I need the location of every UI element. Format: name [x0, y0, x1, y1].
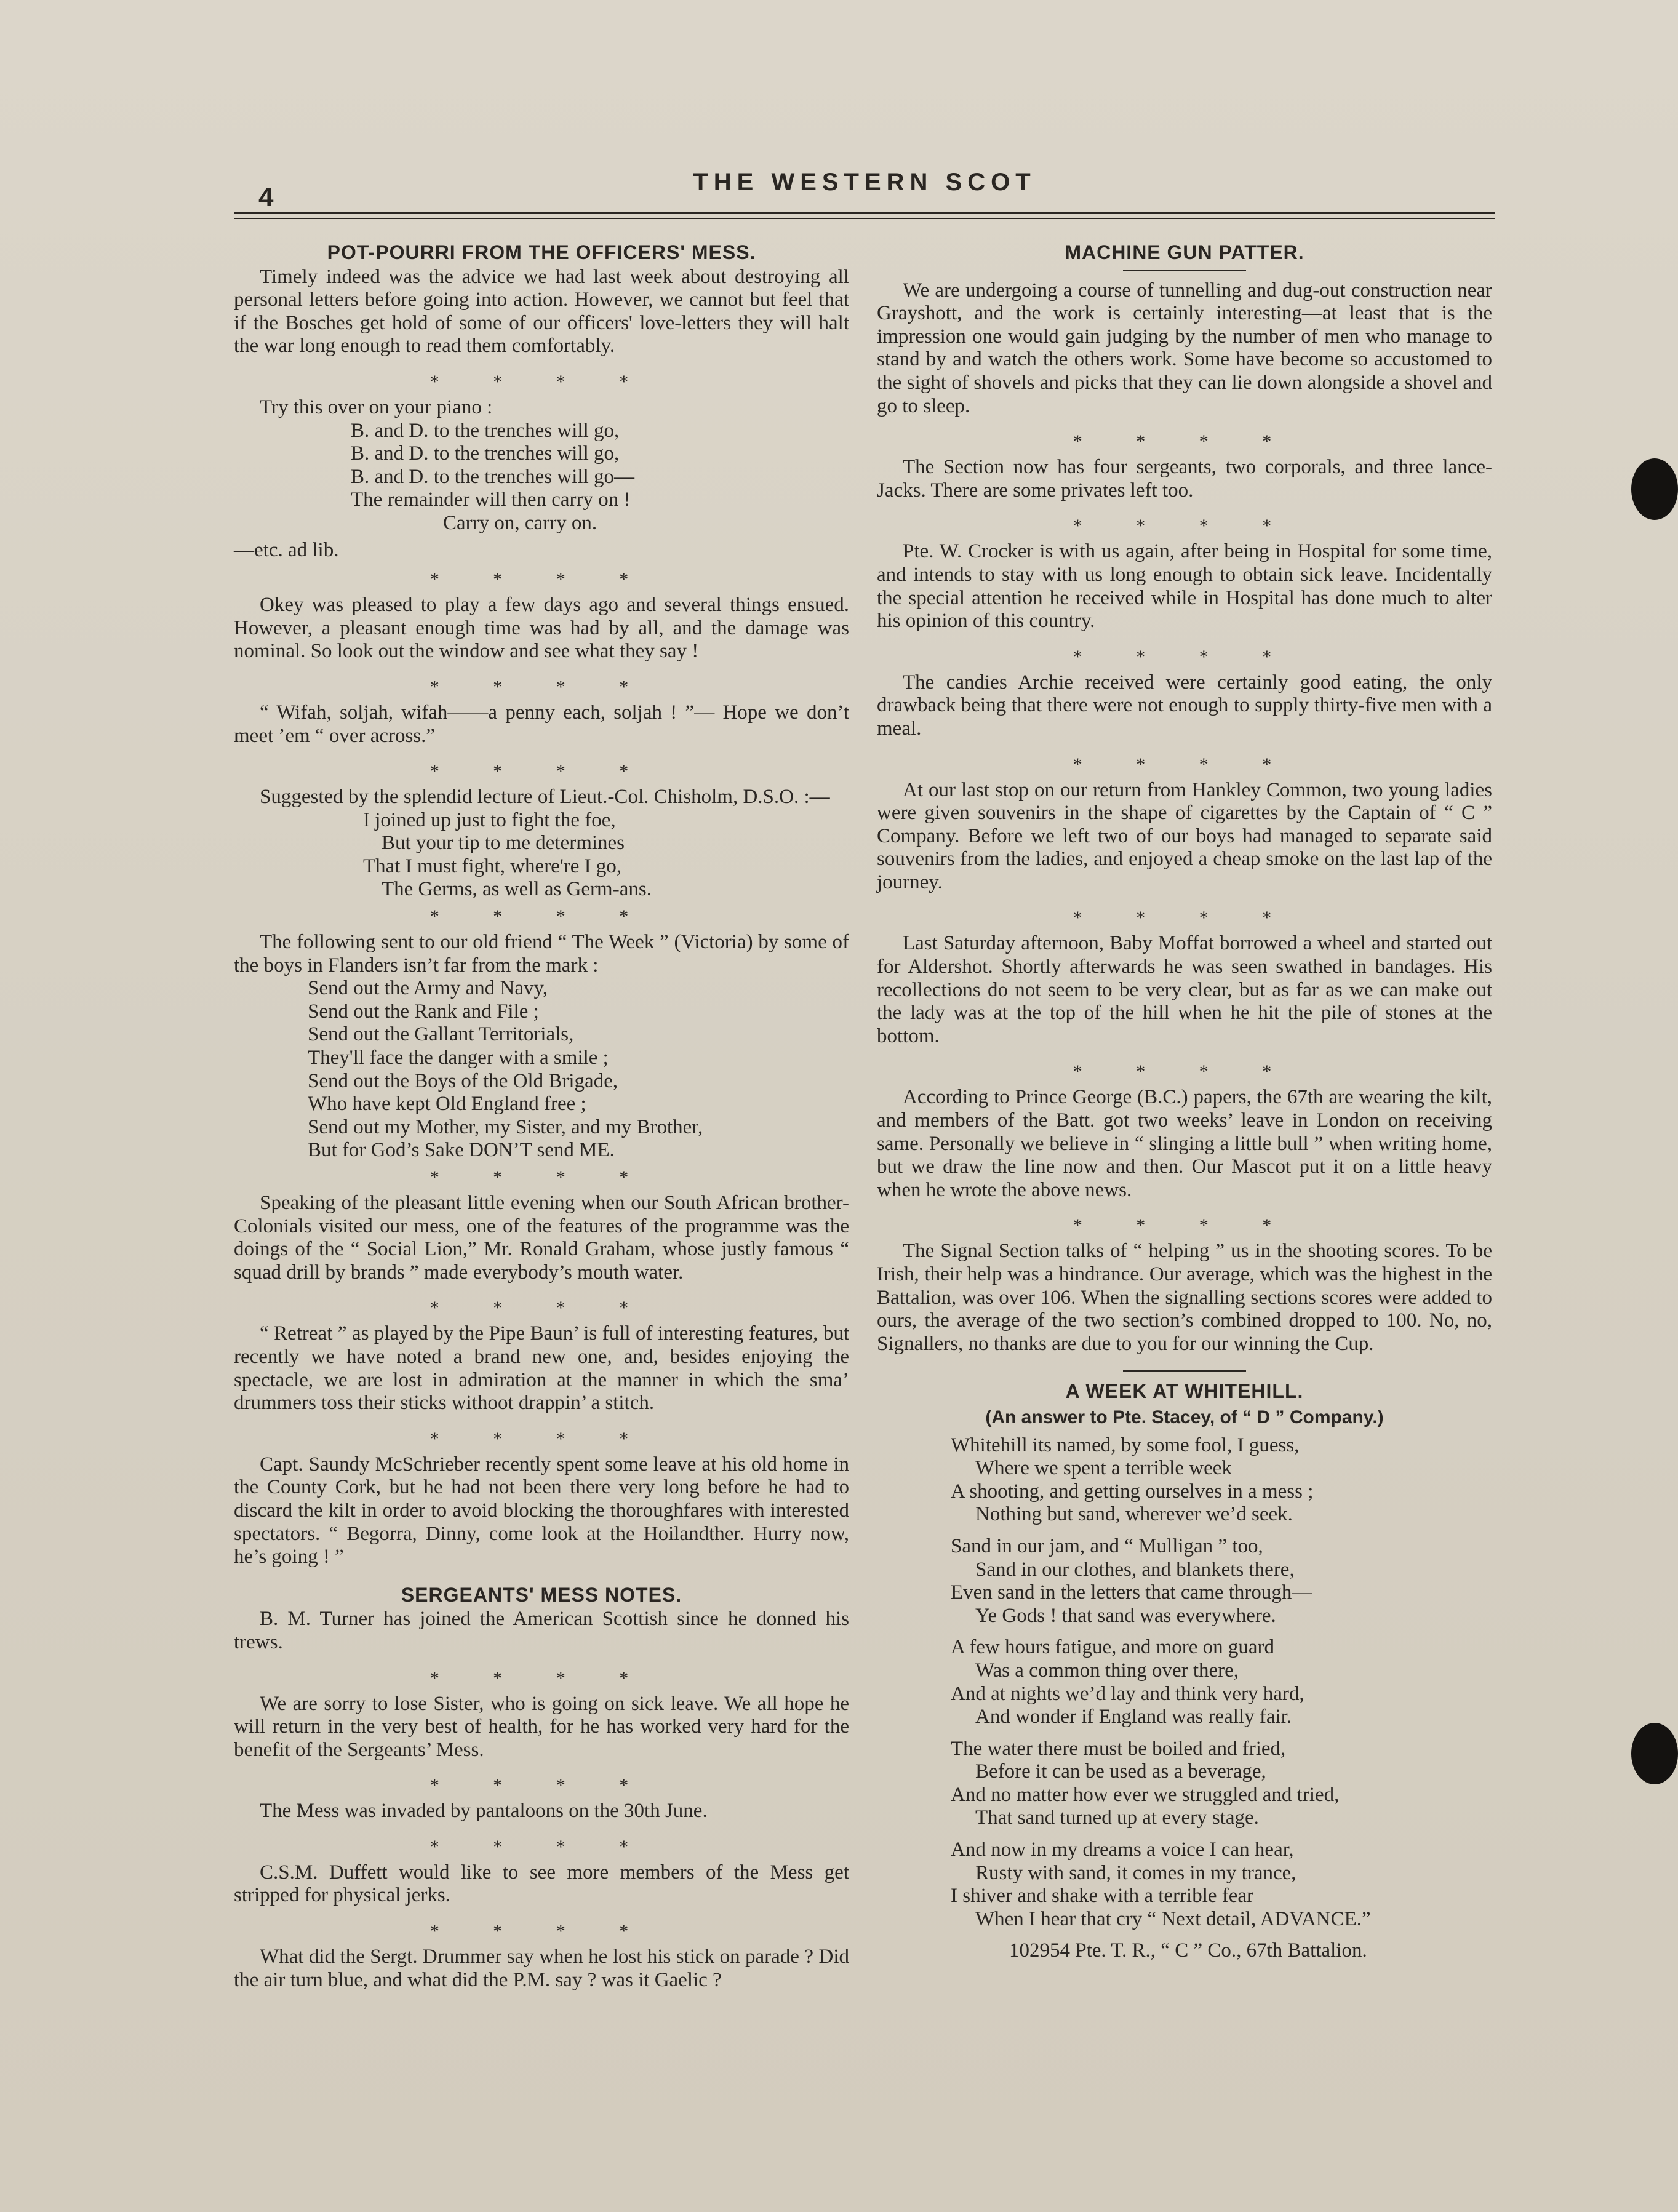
verse-line: The Germs, as well as Germ-ans. [382, 878, 652, 901]
paragraph: According to Prince George (B.C.) papers, the 67th are wearing the kilt, and members of the Batt. got two weeks’ leave in London on receiving same. Personally we believe in “ slinging a little bull ” when writing home, but we draw the line now and then. Our Mascot put it on a little heavy when he wrote the above news. [877, 1086, 1492, 1201]
paragraph: Timely indeed was the advice we had last week about destroying all personal letters before going into action. However, we cannot but feel that if the Bosches get hold of some of our officers' love-letters they will halt the war long enough to read them comfortably. [234, 265, 849, 357]
separator: * * * * [1073, 754, 1296, 775]
paragraph: Last Saturday afternoon, Baby Moffat borrowed a wheel and started out for Aldershot. Shortly afterwards he was seen swathed in bandages. His recollections do not seem to be very clear, but as far as we can make out the lady was at the top of the hill when he hit the pile of stones at the bottom. [877, 932, 1492, 1047]
header-rule [234, 218, 1495, 219]
paragraph: The Section now has four sergeants, two corporals, and three lance-Jacks. There are some privates left too. [877, 456, 1492, 501]
song-verse [234, 420, 849, 535]
separator: * * * * [429, 1667, 653, 1688]
page-number: 4 [258, 182, 274, 212]
verse [234, 977, 849, 1162]
paragraph: C.S.M. Duffett would like to see more members of the Mess get stripped for physical jerks. [234, 1861, 849, 1907]
paragraph: Pte. W. Crocker is with us again, after being in Hospital for some time, and intends to stay with us long enough to obtain sick leave. Incidentally the special attention he received while in Hospital has done much to alter his opinion of this country. [877, 540, 1492, 633]
separator: * * * * [1073, 646, 1296, 667]
masthead: THE WESTERN SCOT [693, 169, 1036, 196]
etc-line: —etc. ad lib. [234, 538, 339, 561]
paragraph: “ Wifah, soljah, wifah——a penny each, soljah ! ”— Hope we don’t meet ’em “ over across.” [234, 701, 849, 747]
paragraph: The Signal Section talks of “ helping ” us in the shooting scores. To be Irish, their help was a hindrance. Our average, which was the highest in the Battalion, was over 106. When the signalling sections scores were added to ours, the average of the two section’s combined dropped to 100. No, no, Signallers, no thanks are due to you for our winning the Cup. [877, 1240, 1492, 1355]
verse-line: That I must fight, where're I go, [363, 855, 622, 877]
verse-line: Who have kept Old England free ; [308, 1093, 586, 1116]
verse [234, 809, 849, 901]
poem-line: Before it can be used as a beverage, [975, 1760, 1266, 1783]
paragraph: We are undergoing a course of tunnelling and dug-out construction near Grayshott, and the work is certainly interesting—at least that is the impression one would gain judging by the number of men who manage to stand by and watch the others work. Some have become so accustomed to the sight of shovels and picks that they can lie down alongside a shovel and go to sleep. [877, 279, 1492, 417]
poem-line: Was a common thing over there, [975, 1659, 1239, 1682]
separator: * * * * [429, 569, 653, 590]
verse-line: B. and D. to the trenches will go, [351, 442, 620, 465]
separator: * * * * [429, 1836, 653, 1857]
separator: * * * * [429, 371, 653, 392]
separator: * * * * [429, 1167, 653, 1188]
verse-line: The remainder will then carry on ! [351, 489, 631, 511]
separator: * * * * [1073, 1061, 1296, 1082]
poem-subtitle: (An answer to Pte. Stacey, of “ D ” Company.) [985, 1407, 1384, 1427]
paragraph: Try this over on your piano : [260, 396, 493, 418]
verse-line: Send out the Gallant Territorials, [308, 1023, 574, 1046]
punch-hole [1631, 1723, 1678, 1784]
left-column [234, 239, 849, 2006]
section-title: POT-POURRI FROM THE OFFICERS' MESS. [327, 241, 756, 263]
poem-line: The water there must be boiled and fried, [951, 1737, 1286, 1760]
poem-line: When I hear that cry “ Next detail, ADVANCE.” [975, 1907, 1371, 1930]
verse-line: They'll face the danger with a smile ; [308, 1047, 609, 1069]
separator: * * * * [429, 676, 653, 697]
paragraph: Suggested by the splendid lecture of Lieut.-Col. Chisholm, D.S.O. :— [260, 786, 830, 809]
poem-title: A WEEK AT WHITEHILL. [1065, 1380, 1304, 1403]
section-title: MACHINE GUN PATTER. [1065, 241, 1304, 263]
verse-line: Send out my Mother, my Sister, and my Brother, [308, 1116, 703, 1138]
verse-line: I joined up just to fight the foe, [363, 809, 616, 831]
poem-stanza [877, 1839, 1492, 1931]
title-rule [1123, 270, 1246, 271]
separator: * * * * [1073, 516, 1296, 537]
poem-stanza [877, 1535, 1492, 1627]
separator: * * * * [1073, 908, 1296, 928]
punch-hole [1631, 458, 1678, 520]
poem-line: A few hours fatigue, and more on guard [951, 1636, 1275, 1659]
verse-line: B. and D. to the trenches will go— [351, 465, 635, 488]
poem-line: Rusty with sand, it comes in my trance, [975, 1861, 1296, 1884]
separator: * * * * [429, 906, 653, 927]
poem-line: Where we spent a terrible week [975, 1457, 1232, 1480]
verse-line: Send out the Army and Navy, [308, 977, 548, 1000]
right-column [877, 239, 1492, 1963]
separator: * * * * [1073, 431, 1296, 452]
separator: * * * * [429, 1428, 653, 1449]
paragraph: B. M. Turner has joined the American Scottish since he donned his trews. [234, 1608, 849, 1653]
verse-line: Send out the Rank and File ; [308, 1000, 539, 1023]
poem-line: And at nights we’d lay and think very hard, [951, 1682, 1304, 1705]
verse-line: B. and D. to the trenches will go, [351, 419, 620, 442]
poem-line: Ye Gods ! that sand was everywhere. [975, 1604, 1276, 1627]
poem-line: Even sand in the letters that came through— [951, 1581, 1312, 1604]
poem-line: Sand in our jam, and “ Mulligan ” too, [951, 1535, 1263, 1557]
paragraph: We are sorry to lose Sister, who is going on sick leave. We all hope he will return in the very best of health, for he has worked very hard for the benefit of the Sergeants’ Mess. [234, 1692, 849, 1761]
verse-line: Send out the Boys of the Old Brigade, [308, 1069, 618, 1092]
paragraph: Speaking of the pleasant little evening when our South African brother-Colonials visited our mess, one of the features of the programme was the doings of the “ Social Lion,” Mr. Ronald Graham, whose justly famous “ squad drill by brands ” made everybody’s mouth water. [234, 1192, 849, 1284]
poem-stanza [877, 1636, 1492, 1728]
poem-line: A shooting, and getting ourselves in a mess ; [951, 1480, 1314, 1503]
paragraph: Capt. Saundy McSchrieber recently spent some leave at his old home in the County Cork, but he had not been there very long before he had to discard the kilt in order to avoid blocking the thoroughfares with interested spectators. “ Begorra, Dinny, come look at the Hoilandther. Hurry now, he’s going ! ” [234, 1453, 849, 1568]
separator: * * * * [429, 1775, 653, 1796]
section-title: SERGEANTS' MESS NOTES. [401, 1583, 682, 1606]
paragraph: At our last stop on our return from Hankley Common, two young ladies were given souvenirs in the shape of cigarettes by the Captain of “ C ” Company. Before we left two of our boys had managed to separate said souvenirs from the ladies, and enjoyed a cheap smoke on the last lap of the journey. [877, 778, 1492, 893]
header-rule [234, 212, 1495, 214]
poem-line: That sand turned up at every stage. [975, 1807, 1259, 1829]
page-header [234, 165, 1495, 220]
poem-line: Nothing but sand, wherever we’d seek. [975, 1503, 1293, 1526]
verse-line: But your tip to me determines [382, 832, 625, 855]
poem-line: I shiver and shake with a terrible fear [951, 1885, 1254, 1907]
paragraph: The candies Archie received were certainly good eating, the only drawback being that there were not enough to supply thirty-five men with a meal. [877, 671, 1492, 740]
verse-line: Carry on, carry on. [443, 511, 597, 534]
paragraph: What did the Sergt. Drummer say when he lost his stick on parade ? Did the air turn blue, and what did the P.M. say ? was it Gaelic ? [234, 1946, 849, 1991]
separator: * * * * [429, 1298, 653, 1319]
poem-line: And now in my dreams a voice I can hear, [951, 1839, 1294, 1861]
paragraph: Okey was pleased to play a few days ago and several things ensued. However, a pleasant enough time was had by all, and the damage was nominal. So look out the window and see what they say ! [234, 594, 849, 663]
separator: * * * * [429, 1921, 653, 1942]
poem-line: And no matter how ever we struggled and tried, [951, 1783, 1340, 1806]
separator: * * * * [429, 761, 653, 782]
poem-stanza [877, 1434, 1492, 1527]
poem-line: And wonder if England was really fair. [975, 1706, 1292, 1728]
paragraph: The following sent to our old friend “ The Week ” (Victoria) by some of the boys in Flanders isn’t far from the mark : [234, 931, 849, 976]
separator: * * * * [1073, 1215, 1296, 1236]
poem-stanza [877, 1738, 1492, 1830]
poem-line: Whitehill its named, by some fool, I guess, [951, 1434, 1300, 1456]
paragraph: The Mess was invaded by pantaloons on the 30th June. [260, 1800, 708, 1823]
poem-signature: 102954 Pte. T. R., “ C ” Co., 67th Battalion. [1009, 1939, 1367, 1962]
paragraph: “ Retreat ” as played by the Pipe Baun’ is full of interesting features, but recently we have noted a brand new one, and, besides enjoying the spectacle, we are lost in admiration at the manner in which the sma’ drummers toss their sticks withoot drappin’ a stitch. [234, 1322, 849, 1415]
verse-line: But for God’s Sake DON’T send ME. [308, 1139, 615, 1162]
title-rule [1123, 1370, 1246, 1372]
poem-line: Sand in our clothes, and blankets there, [975, 1558, 1295, 1581]
